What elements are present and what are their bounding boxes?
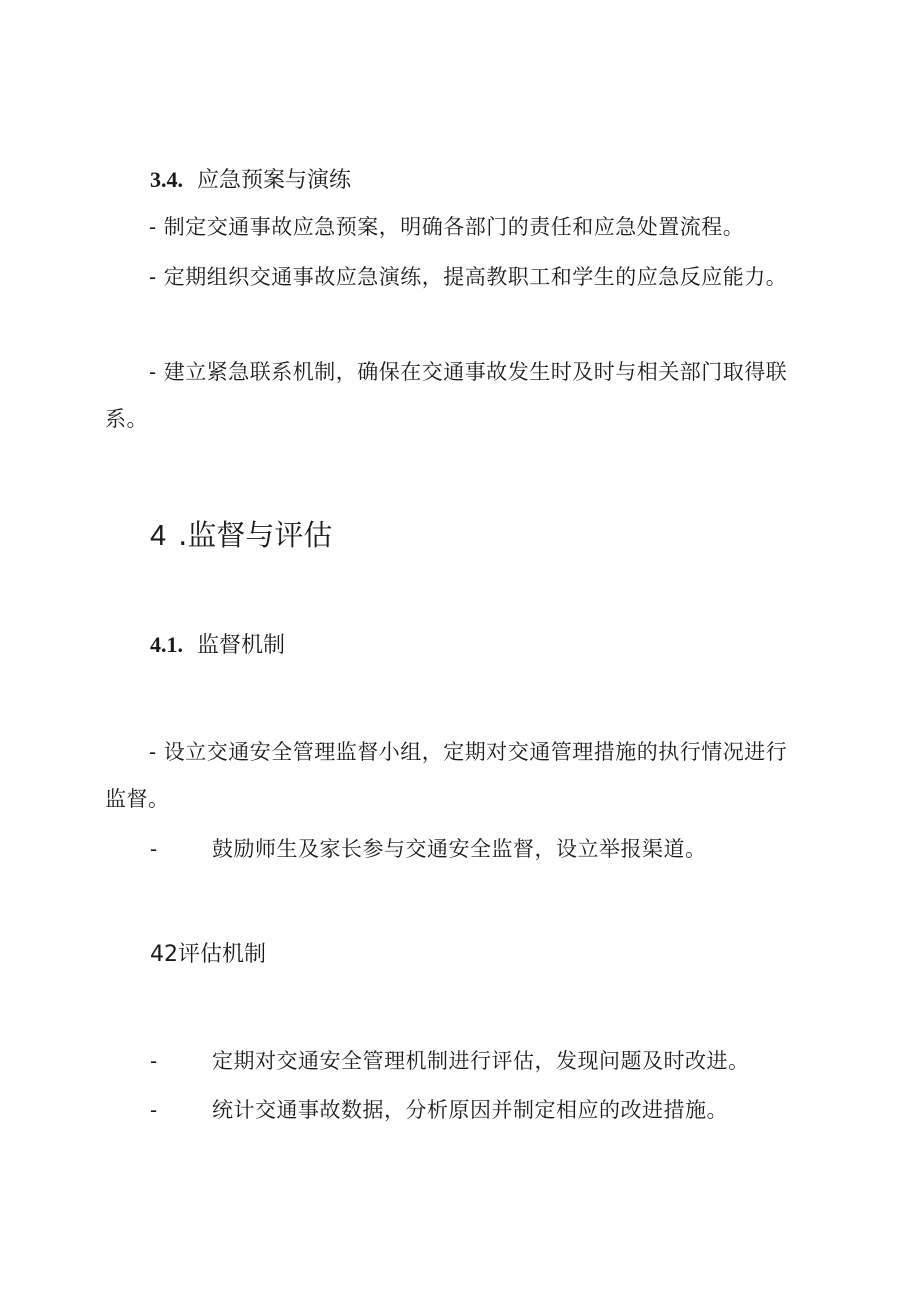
list-dash: - (150, 837, 158, 861)
section-3-4-heading (150, 165, 351, 196)
section-title: 应急预案与演练 (197, 168, 352, 193)
section-number: 4 (150, 520, 167, 552)
section-4-1-heading (150, 630, 285, 661)
paragraph: - 制定交通事故应急预案，明确各部门的责任和应急处置流程。 (149, 215, 745, 239)
paragraph: - 建立紧急联系机制，确保在交通事故发生时及时与相关部门取得联系。 (105, 360, 788, 431)
section-title: 监督机制 (197, 633, 286, 658)
section-4-2-heading (150, 940, 266, 970)
list-item (150, 1095, 728, 1125)
list-item-text: 鼓励师生及家长参与交通安全监督，设立举报渠道。 (212, 837, 707, 861)
list-item-text: 定期对交通安全管理机制进行评估，发现问题及时改进。 (212, 1049, 750, 1073)
list-dash: - (150, 1049, 158, 1073)
section-title: .监督与评估 (178, 518, 333, 552)
list-item-text: 统计交通事故数据，分析原因并制定相应的改进措施。 (212, 1098, 728, 1122)
section-title: 42评估机制 (150, 942, 266, 967)
list-dash: - (150, 1098, 158, 1122)
list-item (150, 834, 707, 864)
paragraph: - 设立交通安全管理监督小组，定期对交通管理措施的执行情况进行监督。 (105, 740, 788, 811)
paragraph: - 定期组织交通事故应急演练，提高教职工和学生的应急反应能力。 (149, 265, 788, 289)
list-item (150, 1046, 750, 1076)
section-number: 4.1. (150, 632, 183, 657)
section-4-heading (150, 517, 332, 554)
section-number: 3.4. (150, 167, 183, 192)
